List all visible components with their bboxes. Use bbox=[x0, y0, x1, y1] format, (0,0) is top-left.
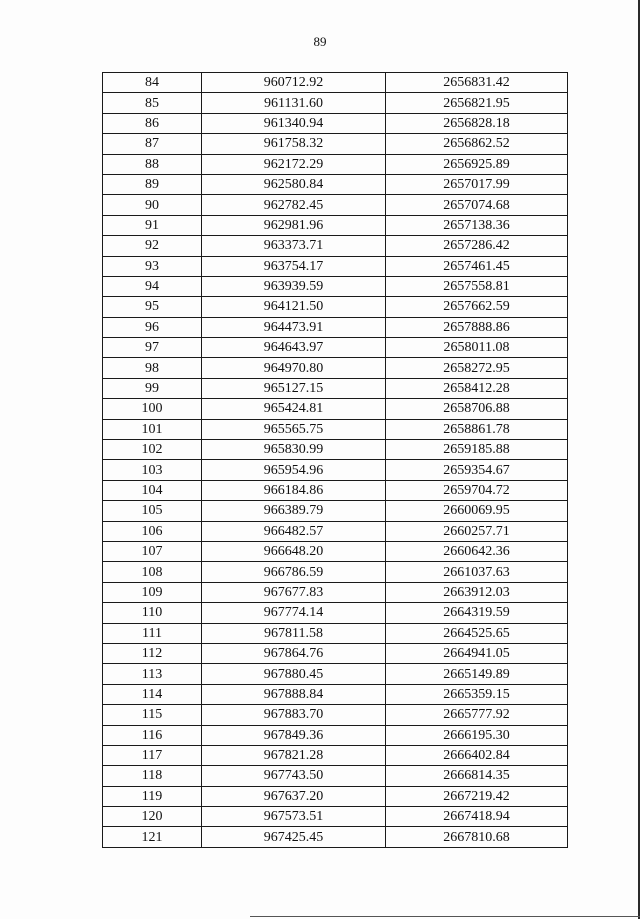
x-coordinate-cell: 963939.59 bbox=[202, 276, 386, 296]
y-coordinate-cell: 2656925.89 bbox=[386, 154, 568, 174]
point-number-cell: 105 bbox=[103, 501, 202, 521]
table-row bbox=[103, 134, 568, 154]
y-coordinate-cell: 2658412.28 bbox=[386, 378, 568, 398]
point-number-cell: 112 bbox=[103, 643, 202, 663]
table-row bbox=[103, 807, 568, 827]
point-number-cell: 102 bbox=[103, 440, 202, 460]
page-number: 89 bbox=[313, 34, 327, 49]
point-number-cell: 85 bbox=[103, 93, 202, 113]
table-row bbox=[103, 582, 568, 602]
point-number-cell: 90 bbox=[103, 195, 202, 215]
point-number-cell: 108 bbox=[103, 562, 202, 582]
x-coordinate-cell: 966786.59 bbox=[202, 562, 386, 582]
point-number-cell: 100 bbox=[103, 399, 202, 419]
point-number-cell: 95 bbox=[103, 297, 202, 317]
x-coordinate-cell: 966482.57 bbox=[202, 521, 386, 541]
table-row bbox=[103, 195, 568, 215]
x-coordinate-cell: 960712.92 bbox=[202, 73, 386, 93]
y-coordinate-cell: 2656862.52 bbox=[386, 134, 568, 154]
point-number-cell: 113 bbox=[103, 664, 202, 684]
x-coordinate-cell: 964473.91 bbox=[202, 317, 386, 337]
table-row bbox=[103, 93, 568, 113]
y-coordinate-cell: 2659354.67 bbox=[386, 460, 568, 480]
y-coordinate-cell: 2660257.71 bbox=[386, 521, 568, 541]
x-coordinate-cell: 967880.45 bbox=[202, 664, 386, 684]
y-coordinate-cell: 2657286.42 bbox=[386, 236, 568, 256]
table-row bbox=[103, 521, 568, 541]
coordinates-table-body bbox=[103, 73, 568, 848]
table-row bbox=[103, 113, 568, 133]
x-coordinate-cell: 967821.28 bbox=[202, 745, 386, 765]
x-coordinate-cell: 967637.20 bbox=[202, 786, 386, 806]
y-coordinate-cell: 2657074.68 bbox=[386, 195, 568, 215]
x-coordinate-cell: 967677.83 bbox=[202, 582, 386, 602]
x-coordinate-cell: 966184.86 bbox=[202, 480, 386, 500]
y-coordinate-cell: 2657461.45 bbox=[386, 256, 568, 276]
table-row bbox=[103, 786, 568, 806]
point-number-cell: 118 bbox=[103, 766, 202, 786]
x-coordinate-cell: 961340.94 bbox=[202, 113, 386, 133]
y-coordinate-cell: 2657662.59 bbox=[386, 297, 568, 317]
y-coordinate-cell: 2663912.03 bbox=[386, 582, 568, 602]
y-coordinate-cell: 2659704.72 bbox=[386, 480, 568, 500]
y-coordinate-cell: 2656828.18 bbox=[386, 113, 568, 133]
y-coordinate-cell: 2657017.99 bbox=[386, 174, 568, 194]
y-coordinate-cell: 2658706.88 bbox=[386, 399, 568, 419]
point-number-cell: 92 bbox=[103, 236, 202, 256]
table-row bbox=[103, 215, 568, 235]
x-coordinate-cell: 964121.50 bbox=[202, 297, 386, 317]
y-coordinate-cell: 2659185.88 bbox=[386, 440, 568, 460]
y-coordinate-cell: 2665359.15 bbox=[386, 684, 568, 704]
table-row bbox=[103, 419, 568, 439]
table-row bbox=[103, 603, 568, 623]
point-number-cell: 117 bbox=[103, 745, 202, 765]
point-number-cell: 119 bbox=[103, 786, 202, 806]
point-number-cell: 109 bbox=[103, 582, 202, 602]
point-number-cell: 104 bbox=[103, 480, 202, 500]
y-coordinate-cell: 2665149.89 bbox=[386, 664, 568, 684]
y-coordinate-cell: 2656831.42 bbox=[386, 73, 568, 93]
y-coordinate-cell: 2658272.95 bbox=[386, 358, 568, 378]
x-coordinate-cell: 966648.20 bbox=[202, 541, 386, 561]
x-coordinate-cell: 967888.84 bbox=[202, 684, 386, 704]
table-row bbox=[103, 236, 568, 256]
point-number-cell: 114 bbox=[103, 684, 202, 704]
point-number-cell: 98 bbox=[103, 358, 202, 378]
y-coordinate-cell: 2658011.08 bbox=[386, 338, 568, 358]
y-coordinate-cell: 2667219.42 bbox=[386, 786, 568, 806]
table-row bbox=[103, 174, 568, 194]
x-coordinate-cell: 967849.36 bbox=[202, 725, 386, 745]
point-number-cell: 111 bbox=[103, 623, 202, 643]
point-number-cell: 107 bbox=[103, 541, 202, 561]
page-edge-bottom bbox=[250, 916, 640, 917]
table-row bbox=[103, 562, 568, 582]
table-row bbox=[103, 276, 568, 296]
point-number-cell: 121 bbox=[103, 827, 202, 847]
x-coordinate-cell: 967573.51 bbox=[202, 807, 386, 827]
y-coordinate-cell: 2666814.35 bbox=[386, 766, 568, 786]
table-row bbox=[103, 745, 568, 765]
x-coordinate-cell: 965127.15 bbox=[202, 378, 386, 398]
point-number-cell: 115 bbox=[103, 705, 202, 725]
y-coordinate-cell: 2656821.95 bbox=[386, 93, 568, 113]
table-row bbox=[103, 480, 568, 500]
point-number-cell: 93 bbox=[103, 256, 202, 276]
y-coordinate-cell: 2657888.86 bbox=[386, 317, 568, 337]
point-number-cell: 120 bbox=[103, 807, 202, 827]
x-coordinate-cell: 967774.14 bbox=[202, 603, 386, 623]
table-row bbox=[103, 827, 568, 847]
y-coordinate-cell: 2667810.68 bbox=[386, 827, 568, 847]
x-coordinate-cell: 963754.17 bbox=[202, 256, 386, 276]
y-coordinate-cell: 2661037.63 bbox=[386, 562, 568, 582]
table-row bbox=[103, 256, 568, 276]
x-coordinate-cell: 962782.45 bbox=[202, 195, 386, 215]
x-coordinate-cell: 967425.45 bbox=[202, 827, 386, 847]
point-number-cell: 88 bbox=[103, 154, 202, 174]
y-coordinate-cell: 2664525.65 bbox=[386, 623, 568, 643]
x-coordinate-cell: 963373.71 bbox=[202, 236, 386, 256]
table-row bbox=[103, 684, 568, 704]
x-coordinate-cell: 965424.81 bbox=[202, 399, 386, 419]
x-coordinate-cell: 961758.32 bbox=[202, 134, 386, 154]
x-coordinate-cell: 962172.29 bbox=[202, 154, 386, 174]
y-coordinate-cell: 2666402.84 bbox=[386, 745, 568, 765]
table-row bbox=[103, 541, 568, 561]
point-number-cell: 86 bbox=[103, 113, 202, 133]
x-coordinate-cell: 967864.76 bbox=[202, 643, 386, 663]
table-row bbox=[103, 440, 568, 460]
point-number-cell: 97 bbox=[103, 338, 202, 358]
point-number-cell: 101 bbox=[103, 419, 202, 439]
x-coordinate-cell: 965954.96 bbox=[202, 460, 386, 480]
table-row bbox=[103, 297, 568, 317]
table-row bbox=[103, 705, 568, 725]
point-number-cell: 103 bbox=[103, 460, 202, 480]
point-number-cell: 84 bbox=[103, 73, 202, 93]
point-number-cell: 89 bbox=[103, 174, 202, 194]
point-number-cell: 116 bbox=[103, 725, 202, 745]
point-number-cell: 110 bbox=[103, 603, 202, 623]
table-row bbox=[103, 399, 568, 419]
table-row bbox=[103, 338, 568, 358]
table-row bbox=[103, 501, 568, 521]
y-coordinate-cell: 2666195.30 bbox=[386, 725, 568, 745]
table-row bbox=[103, 643, 568, 663]
y-coordinate-cell: 2665777.92 bbox=[386, 705, 568, 725]
point-number-cell: 99 bbox=[103, 378, 202, 398]
y-coordinate-cell: 2657558.81 bbox=[386, 276, 568, 296]
table-row bbox=[103, 317, 568, 337]
x-coordinate-cell: 965565.75 bbox=[202, 419, 386, 439]
y-coordinate-cell: 2667418.94 bbox=[386, 807, 568, 827]
x-coordinate-cell: 964970.80 bbox=[202, 358, 386, 378]
point-number-cell: 87 bbox=[103, 134, 202, 154]
x-coordinate-cell: 961131.60 bbox=[202, 93, 386, 113]
table-row bbox=[103, 766, 568, 786]
x-coordinate-cell: 964643.97 bbox=[202, 338, 386, 358]
coordinates-table bbox=[102, 72, 568, 848]
table-row bbox=[103, 664, 568, 684]
point-number-cell: 94 bbox=[103, 276, 202, 296]
x-coordinate-cell: 966389.79 bbox=[202, 501, 386, 521]
y-coordinate-cell: 2658861.78 bbox=[386, 419, 568, 439]
table-row bbox=[103, 460, 568, 480]
x-coordinate-cell: 965830.99 bbox=[202, 440, 386, 460]
table-row bbox=[103, 358, 568, 378]
table-row bbox=[103, 378, 568, 398]
table-row bbox=[103, 154, 568, 174]
table-row bbox=[103, 623, 568, 643]
y-coordinate-cell: 2664319.59 bbox=[386, 603, 568, 623]
point-number-cell: 96 bbox=[103, 317, 202, 337]
x-coordinate-cell: 962981.96 bbox=[202, 215, 386, 235]
table-row bbox=[103, 73, 568, 93]
x-coordinate-cell: 967811.58 bbox=[202, 623, 386, 643]
y-coordinate-cell: 2657138.36 bbox=[386, 215, 568, 235]
x-coordinate-cell: 962580.84 bbox=[202, 174, 386, 194]
point-number-cell: 91 bbox=[103, 215, 202, 235]
y-coordinate-cell: 2664941.05 bbox=[386, 643, 568, 663]
y-coordinate-cell: 2660642.36 bbox=[386, 541, 568, 561]
x-coordinate-cell: 967743.50 bbox=[202, 766, 386, 786]
point-number-cell: 106 bbox=[103, 521, 202, 541]
y-coordinate-cell: 2660069.95 bbox=[386, 501, 568, 521]
table-row bbox=[103, 725, 568, 745]
x-coordinate-cell: 967883.70 bbox=[202, 705, 386, 725]
